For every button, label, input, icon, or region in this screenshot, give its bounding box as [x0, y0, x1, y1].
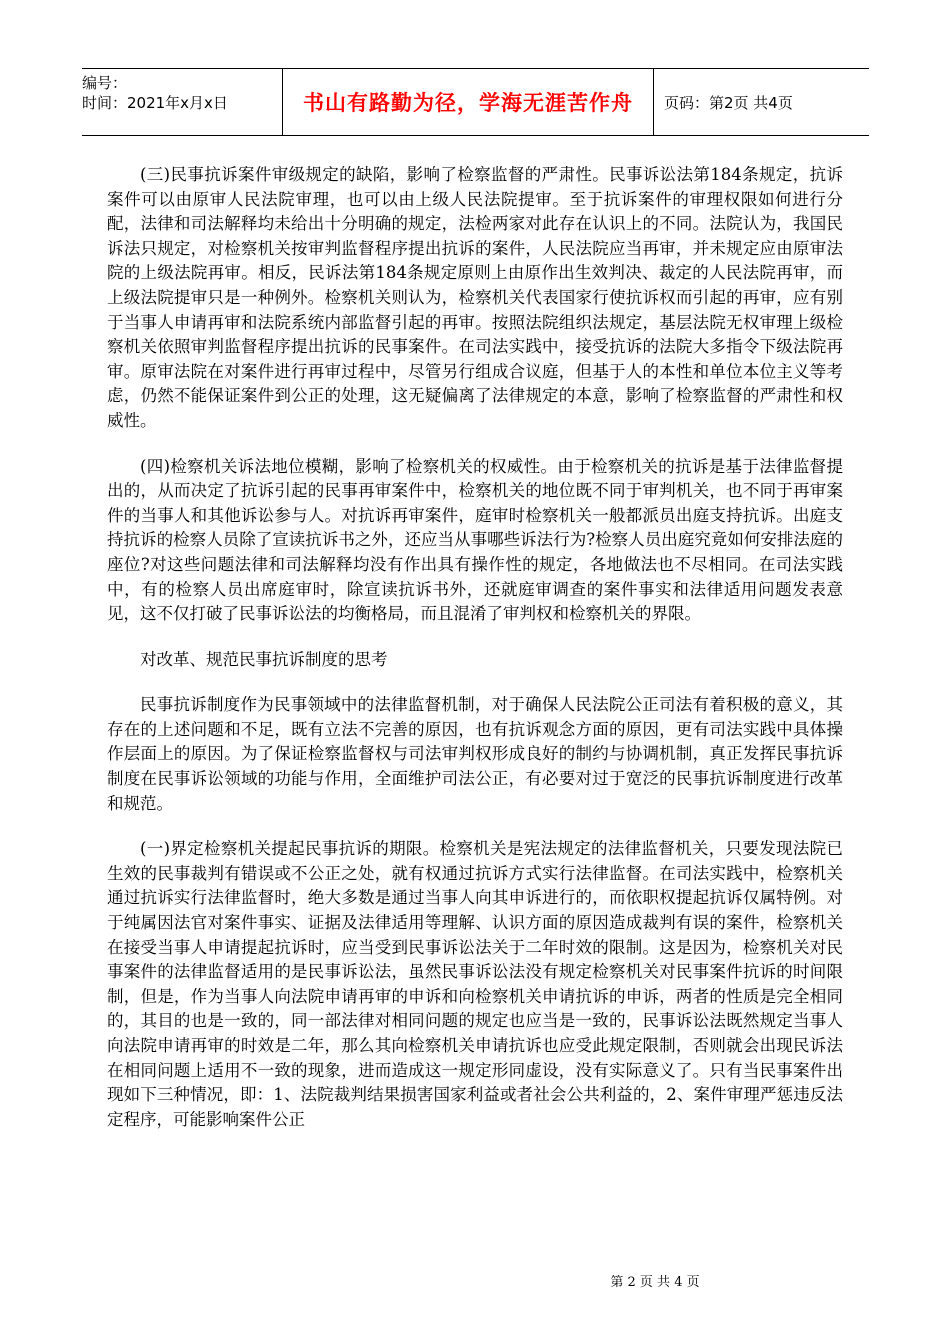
paragraph-4: (四)检察机关诉法地位模糊，影响了检察机关的权威性。由于检察机关的抗诉是基于法律监督提出的，从而决定了抗诉引起的民事再审案件中，检察机关的地位既不同于审判机关，也不同于再审案件的当事人和其他诉讼参与人。对抗诉再审案件，庭审时检察机关一般都派员出庭支持抗诉。出庭支持抗诉的检察人员除了宣读抗诉书之外，还应当从事哪些诉法行为?检察人员出庭究竟如何安排法庭的座位?对这些问题法律和司法解释均没有作出具有操作性的规定，各地做法也不尽相同。在司法实践中，有的检察人员出席庭审时，除宣读抗诉书外，还就庭审调查的案件事实和法律适用问题发表意见，这不仅打破了民事诉讼法的均衡格局，而且混淆了审判权和检察机关的界限。 [107, 456, 843, 624]
section-heading: 对改革、规范民事抗诉制度的思考 [140, 649, 388, 669]
document-date-label: 时间：2021年x月x日 [82, 94, 228, 112]
paragraph-intro: 民事抗诉制度作为民事领域中的法律监督机制，对于确保人民法院公正司法有着积极的意义，其存在的上述问题和不足，既有立法不完善的原因，也有抗诉观念方面的原因，更有司法实践中具体操作层面上的原因。为了保证检察监督权与司法审判权形成良好的制约与协调机制，真正发挥民事抗诉制度在民事诉讼领域的功能与作用，全面维护司法公正，有必要对过于宽泛的民事抗诉制度进行改革和规范。 [107, 695, 843, 813]
document-number-label: 编号： [82, 74, 128, 92]
header-meta [82, 69, 283, 135]
page-header [82, 68, 869, 136]
header-page-number: 页码：第2页 共4页 [664, 93, 793, 112]
document-body [107, 163, 843, 1153]
header-motto-cell [283, 69, 654, 135]
header-motto: 书山有路勤为径，学海无涯苦作舟 [303, 91, 633, 115]
page-footer: 第 2 页 共 4 页 [610, 1275, 700, 1290]
paragraph-1: (一)界定检察机关提起民事抗诉的期限。检察机关是宪法规定的法律监督机关，只要发现法院已生效的民事裁判有错误或不公正之处，就有权通过抗诉方式实行法律监督。在司法实践中，检察机关通过抗诉实行法律监督时，绝大多数是通过当事人向其申诉进行的，而依职权提起抗诉仅属特例。对于纯属因法官对案件事实、证据及法律适用等理解、认识方面的原因造成裁判有误的案件，检察机关在接受当事人申请提起抗诉时，应当受到民事诉讼法关于二年时效的限制。这是因为，检察机关对民事案件的法律监督适用的是民事诉讼法，虽然民事诉讼法没有规定检察机关对民事案件抗诉的时间限制，但是，作为当事人向法院申请再审的申诉和向检察机关申请抗诉的申诉，两者的性质是完全相同的，其目的也是一致的，同一部法律对相同问题的规定也应当是一致的，民事诉讼法既然规定当事人向法院申请再审的时效是二年，那么其向检察机关申请抗诉也应受此规定限制，否则就会出现民诉法在相同问题上适用不一致的现象，进而造成这一规定形同虚设，没有实际意义了。只有当民事案件出现如下三种情况，即：1、法院裁判结果损害国家利益或者社会公共利益的，2、案件审理严惩违反法定程序，可能影响案件公正 [107, 839, 843, 1129]
paragraph-3: (三)民事抗诉案件审级规定的缺陷，影响了检察监督的严肃性。民事诉讼法第184条规定，抗诉案件可以由原审人民法院审理，也可以由上级人民法院提审。至于抗诉案件的审理权限如何进行分配，法律和司法解释均未给出十分明确的规定，法检两家对此存在认识上的不同。法院认为，我国民诉法只规定，对检察机关按审判监督程序提出抗诉的案件，人民法院应当再审，并未规定应由原审法院的上级法院再审。相反，民诉法第184条规定原则上由原作出生效判决、裁定的人民法院再审，而上级法院提审只是一种例外。检察机关则认为，检察机关代表国家行使抗诉权而引起的再审，应有别于当事人申请再审和法院系统内部监督引起的再审。按照法院组织法规定，基层法院无权审理上级检察机关依照审判监督程序提出抗诉的民事案件。在司法实践中，接受抗诉的法院大多指令下级法院再审。原审法院在对案件进行再审过程中，尽管另行组成合议庭，但基于人的本性和单位本位主义等考虑，仍然不能保证案件到公正的处理，这无疑偏离了法律规定的本意，影响了检察监督的严肃性和权威性。 [107, 165, 843, 430]
